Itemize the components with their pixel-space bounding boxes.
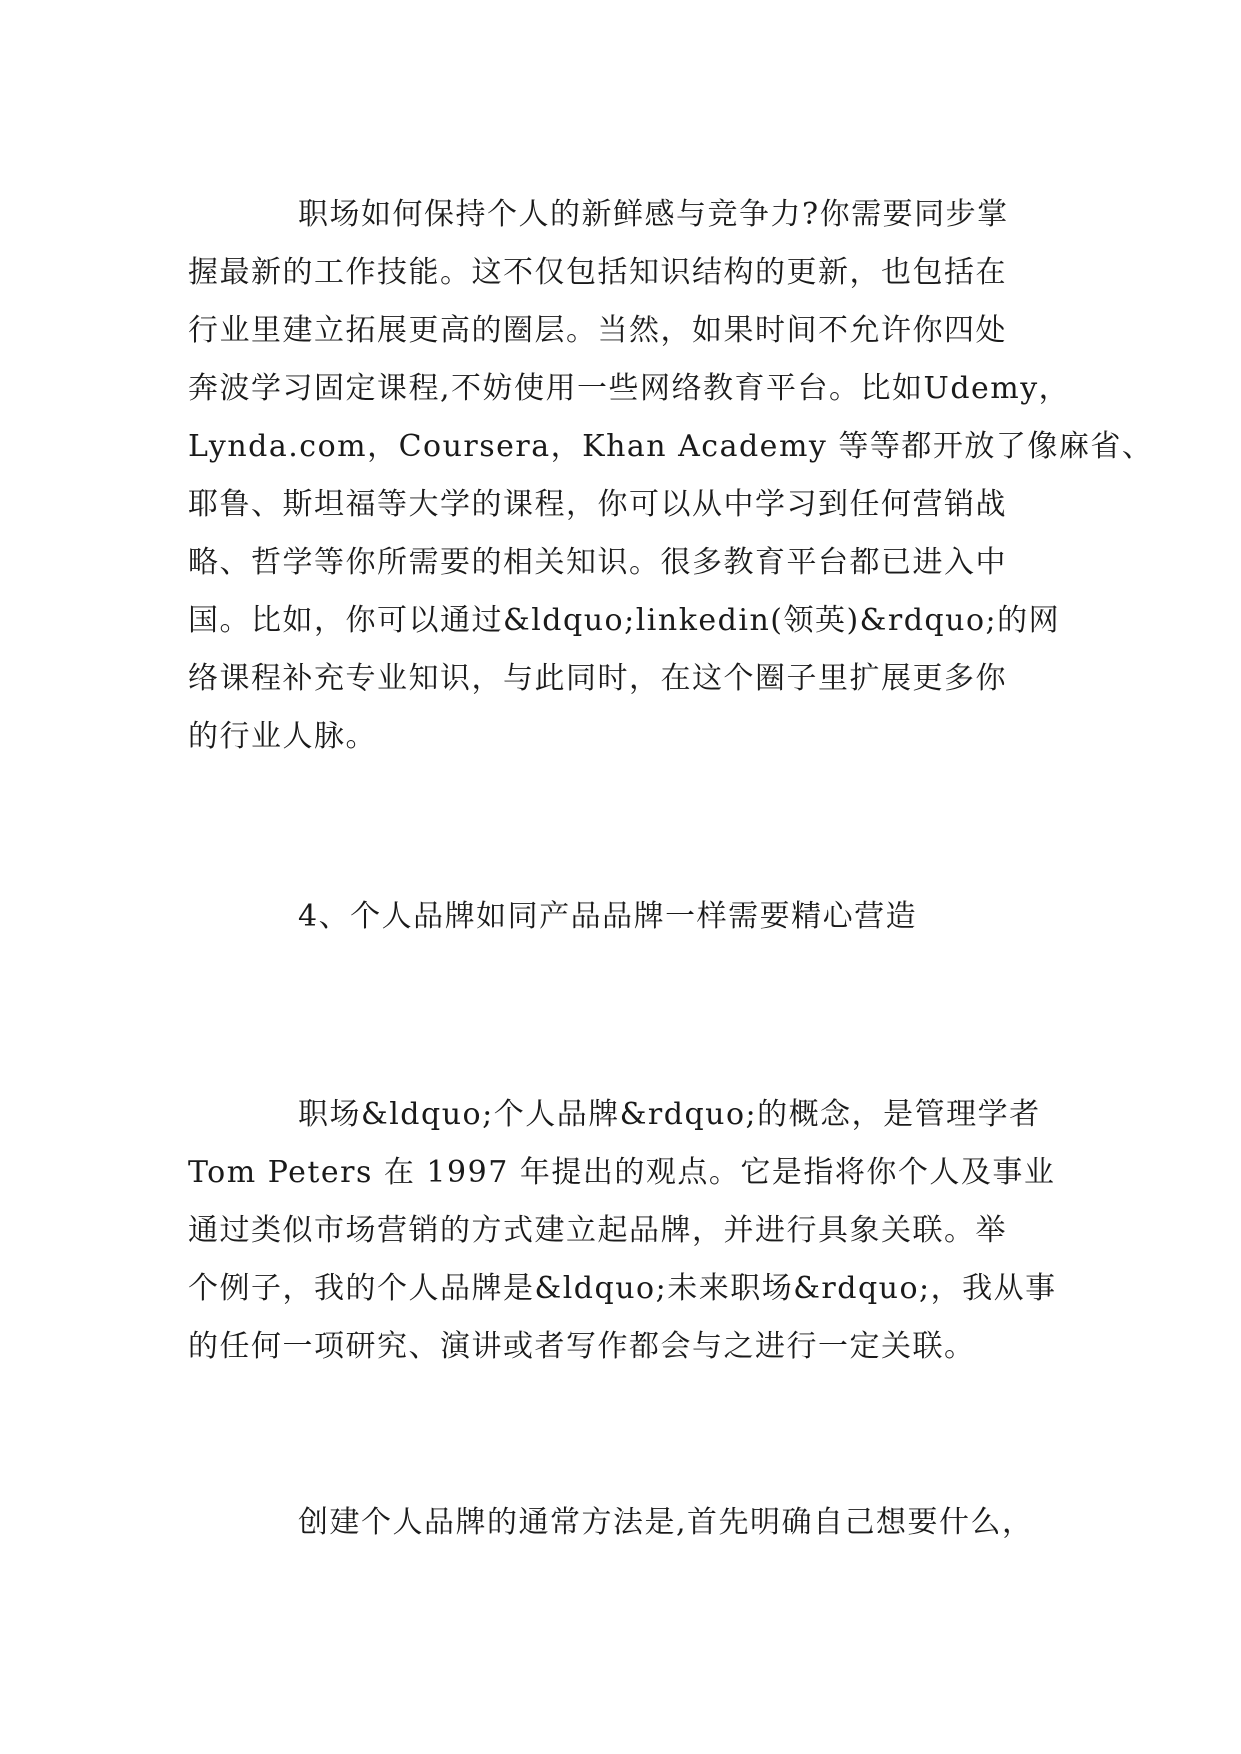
paragraph-line: 耶鲁、斯坦福等大学的课程，你可以从中学习到任何营销战 [188, 487, 1007, 522]
section-heading: 4、个人品牌如同产品品牌一样需要精心营造 [298, 899, 918, 934]
paragraph-line: 职场如何保持个人的新鲜感与竞争力?你需要同步掌 [298, 197, 1009, 232]
paragraph-line: 的行业人脉。 [188, 719, 377, 754]
paragraph-line: 略、哲学等你所需要的相关知识。很多教育平台都已进入中 [188, 545, 1007, 580]
paragraph-line: 行业里建立拓展更高的圈层。当然，如果时间不允许你四处 [188, 313, 1007, 348]
paragraph-line: Tom Peters 在 1997 年提出的观点。它是指将你个人及事业 [188, 1155, 1056, 1190]
paragraph-line: 创建个人品牌的通常方法是,首先明确自己想要什么， [298, 1505, 1034, 1540]
paragraph-line: 握最新的工作技能。这不仅包括知识结构的更新，也包括在 [188, 255, 1007, 290]
paragraph-line: 通过类似市场营销的方式建立起品牌，并进行具象关联。举 [188, 1213, 1007, 1248]
paragraph-line: 个例子，我的个人品牌是&ldquo;未来职场&rdquo;，我从事 [188, 1271, 1057, 1306]
paragraph-line: 奔波学习固定课程,不妨使用一些网络教育平台。比如Udemy， [188, 371, 1071, 406]
paragraph-line: 络课程补充专业知识，与此同时，在这个圈子里扩展更多你 [188, 661, 1007, 696]
paragraph-line: 国。比如，你可以通过&ldquo;linkedin(领英)&rdquo;的网 [188, 603, 1061, 638]
paragraph-line: 职场&ldquo;个人品牌&rdquo;的概念，是管理学者 [298, 1097, 1041, 1132]
paragraph-line: Lynda.com，Coursera，Khan Academy 等等都开放了像麻省、 [188, 429, 1154, 464]
paragraph-line: 的任何一项研究、演讲或者写作都会与之进行一定关联。 [188, 1329, 976, 1364]
